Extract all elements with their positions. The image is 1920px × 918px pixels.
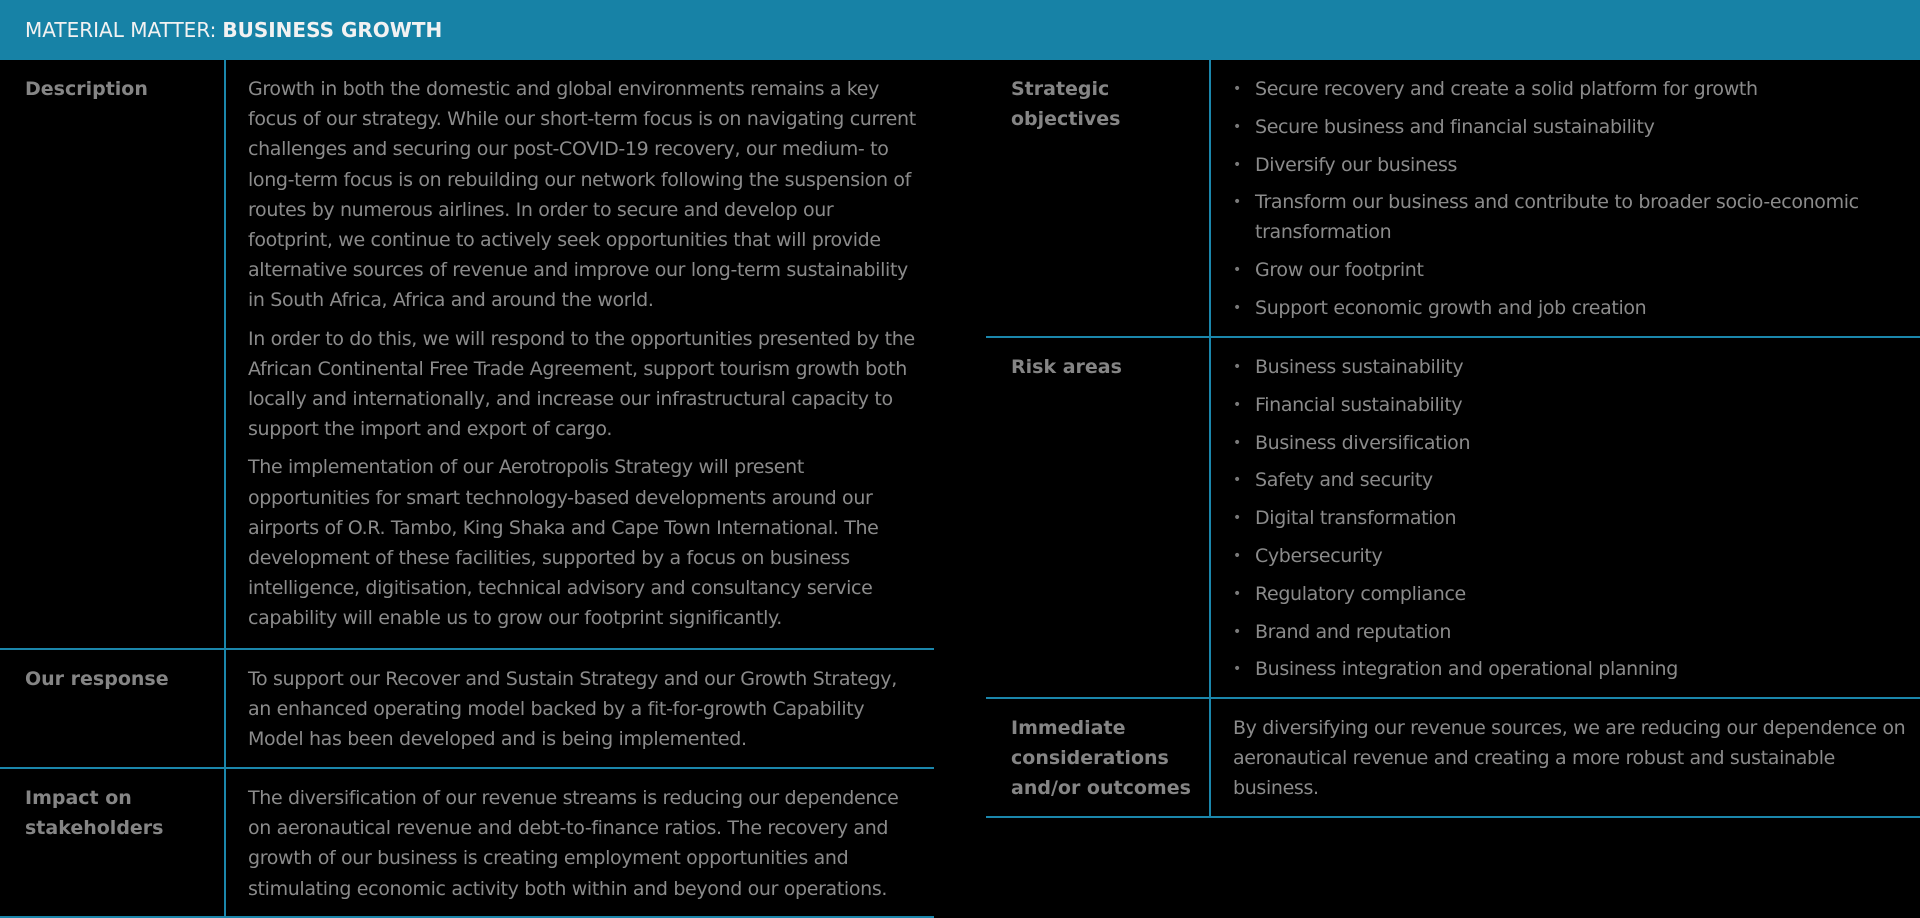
list-item: • Secure business and financial sustainability: [1233, 112, 1913, 142]
row-content: [248, 664, 918, 763]
paragraph: By diversifying our revenue sources, we are reducing our dependence on aeronautical revenue and creating a more robust and sustainable business.: [1233, 717, 1906, 800]
left-table: [0, 60, 934, 918]
row-content: [248, 74, 918, 642]
list-item: • Grow our footprint: [1233, 255, 1913, 285]
row-description: [0, 60, 934, 650]
list-item: • Digital transformation: [1233, 503, 1913, 533]
row-impact-on-stakeholders: [0, 769, 934, 918]
row-our-response: [0, 650, 934, 769]
row-label: Impact on stakeholders: [25, 787, 164, 839]
list-item: • Diversify our business: [1233, 150, 1913, 180]
paragraph: The diversification of our revenue streams is reducing our dependence on aeronautical revenue and debt-to-finance ratios. The recovery and growth of our business is creating employment opportunities and stimulating economic activity both within and beyond our operations.: [248, 787, 899, 900]
row-label: Immediate considerations and/or outcomes: [1011, 717, 1191, 799]
row-content: [1233, 352, 1913, 692]
list-item: • Brand and reputation: [1233, 617, 1913, 647]
row-content: [248, 783, 918, 912]
row-label: Description: [25, 78, 148, 100]
paragraph: Growth in both the domestic and global environments remains a key focus of our strategy. While our short-term focus is on navigating current challenges and securing our post-COVID-19 recovery, our medium- to long-term focus is on rebuilding our network following the suspension of routes by numerous airlines. In order to secure and develop our footprint, we continue to actively seek opportunities that will provide alternative sources of revenue and improve our long-term sustainability in South Africa, Africa and around the world.: [248, 78, 916, 312]
row-immediate-considerations: [986, 699, 1920, 818]
row-label: Our response: [25, 668, 169, 690]
list-item: • Secure recovery and create a solid platform for growth: [1233, 74, 1913, 104]
bullet-list: [1233, 352, 1913, 684]
row-label: Risk areas: [1011, 356, 1122, 378]
paragraph: The implementation of our Aerotropolis Strategy will present opportunities for smart technology-based developments around our airports of O.R. Tambo, King Shaka and Cape Town International. The development of these facilities, supported by a focus on business intelligence, digitisation, technical advisory and consultancy service capability will enable us to grow our footprint significantly.: [248, 456, 879, 630]
bullet-list: [1233, 74, 1913, 323]
row-risk-areas: [986, 338, 1920, 699]
header-prefix: MATERIAL MATTER:: [25, 18, 217, 42]
list-item: • Transform our business and contribute to broader socio-economic transformation: [1233, 187, 1913, 247]
list-item: • Business diversification: [1233, 428, 1913, 458]
paragraph: In order to do this, we will respond to the opportunities presented by the African Continental Free Trade Agreement, support tourism growth both locally and internationally, and increase our infrastructural capacity to support the import and export of cargo.: [248, 327, 915, 441]
paragraph: To support our Recover and Sustain Strategy and our Growth Strategy, an enhanced operating model backed by a fit-for-growth Capability Model has been developed and is being implemented.: [248, 668, 897, 751]
row-label: Strategic objectives: [1011, 78, 1121, 130]
list-item: • Support economic growth and job creation: [1233, 293, 1913, 323]
list-item: • Cybersecurity: [1233, 541, 1913, 571]
list-item: • Financial sustainability: [1233, 390, 1913, 420]
list-item: • Business integration and operational planning: [1233, 654, 1913, 684]
row-strategic-objectives: [986, 60, 1920, 338]
list-item: • Safety and security: [1233, 465, 1913, 495]
right-table: [986, 60, 1920, 818]
row-content: [1233, 713, 1913, 812]
list-item: • Business sustainability: [1233, 352, 1913, 382]
row-content: [1233, 74, 1913, 331]
header-title: BUSINESS GROWTH: [222, 18, 443, 42]
material-matter-header: [0, 0, 1920, 60]
list-item: • Regulatory compliance: [1233, 579, 1913, 609]
